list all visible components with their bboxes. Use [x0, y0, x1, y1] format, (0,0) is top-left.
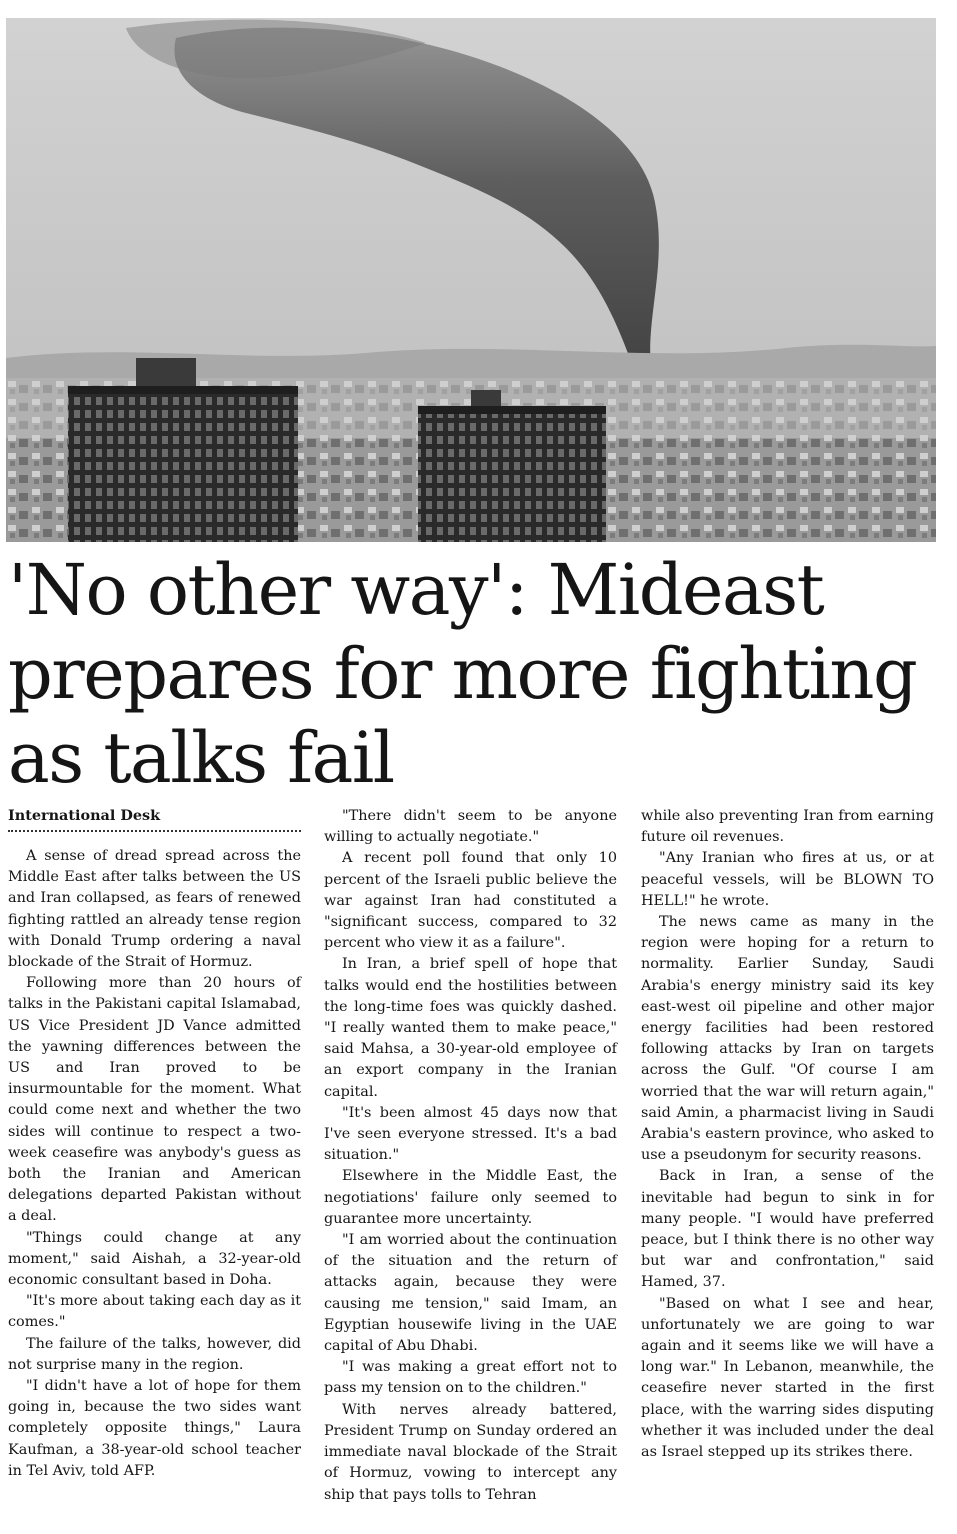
paragraph: "Any Iranian who fires at us, or at peaceful vessels, will be BLOWN TO HELL!" he wrote. [641, 850, 934, 909]
right-tower [418, 390, 606, 542]
paragraph: Elsewhere in the Middle East, the negotiations' failure only seemed to guarantee more uncertainty. [324, 1168, 617, 1227]
paragraph: The news came as many in the region were hoping for a return to normality. Earlier Sunday, Saudi Arabia's energy ministry said its key east-west oil pipeline and other major energy facilities had been restored following attacks by Iran on targets across the Gulf. "Of course I am worried that the war will return again," said Amin, a pharmacist living in Saudi Arabia's eastern province, who asked to use a pseudonym for security reasons. [641, 914, 934, 1164]
paragraph: "It's more about taking each day as it comes." [8, 1293, 301, 1331]
paragraph: "Based on what I see and hear, unfortunately we are going to war again and it seems like we will have a long war." In Lebanon, meanwhile, the ceasefire never started in the first place, with the warring sides disputing whether it was included under the deal as Israel stepped up its strikes there. [641, 1295, 934, 1461]
paragraph: "I was making a great effort not to pass my tension on to the children." [324, 1359, 617, 1397]
headline: 'No other way': Mideast prepares for more fighting as talks fail [8, 549, 917, 799]
paragraph: Following more than 20 hours of talks in the Pakistani capital Islamabad, US Vice President JD Vance admitted the yawning differences between the US and Iran proved to be insurmountable for the moment. What could come next and whether the two sides will continue to respect a two-week ceasefire was anybody's guess as both the Iranian and American delegations departed Pakistan without a deal. [8, 975, 301, 1225]
byline: International Desk [8, 806, 301, 832]
article-column-1 [8, 806, 301, 1482]
paragraph: "I am worried about the continuation of the situation and the return of attacks again, because they were causing me tension," said Imam, an Egyptian housewife living in the UAE capital of Abu Dhabi. [324, 1232, 617, 1355]
paragraph: "There didn't seem to be anyone willing to actually negotiate." [324, 808, 617, 846]
paragraph: "Things could change at any moment," said Aishah, a 32-year-old economic consultant based in Doha. [8, 1229, 301, 1289]
paragraph: while also preventing Iran from earning future oil revenues. [641, 808, 934, 846]
paragraph: The failure of the talks, however, did not surprise many in the region. [8, 1335, 301, 1373]
paragraph: Back in Iran, a sense of the inevitable had begun to sink in for many people. "I would have preferred peace, but I think there is no other way but war and confrontation," said Hamed, 37. [641, 1168, 934, 1291]
article-column-3 [641, 806, 934, 1463]
news-photo [6, 18, 936, 542]
paragraph: "It's been almost 45 days now that I've seen everyone stressed. It's a bad situation." [324, 1104, 617, 1164]
article-column-2 [324, 806, 617, 1506]
paragraph: With nerves already battered, President Trump on Sunday ordered an immediate naval blockade of the Strait of Hormuz, vowing to intercept any ship that pays tolls to Tehran [324, 1401, 617, 1503]
paragraph: In Iran, a brief spell of hope that talks would end the hostilities between the long-time foes was quickly dashed. "I really wanted them to make peace," said Mahsa, a 30-year-old employee of an export company in the Iranian capital. [324, 956, 617, 1100]
paragraph: A sense of dread spread across the Middle East after talks between the US and Iran collapsed, as fears of renewed fighting rattled an already tense region with Donald Trump ordering a naval blockade of the Strait of Hormuz. [8, 848, 301, 971]
paragraph: A recent poll found that only 10 percent of the Israeli public believe the war against Iran had constituted a "significant success, compared to 32 percent who view it as a failure". [324, 850, 617, 952]
skyline-smoke-illustration [6, 18, 936, 542]
paragraph: "I didn't have a lot of hope for them going in, because the two sides want completely opposite things," Laura Kaufman, a 38-year-old school teacher in Tel Aviv, told AFP. [8, 1378, 301, 1479]
